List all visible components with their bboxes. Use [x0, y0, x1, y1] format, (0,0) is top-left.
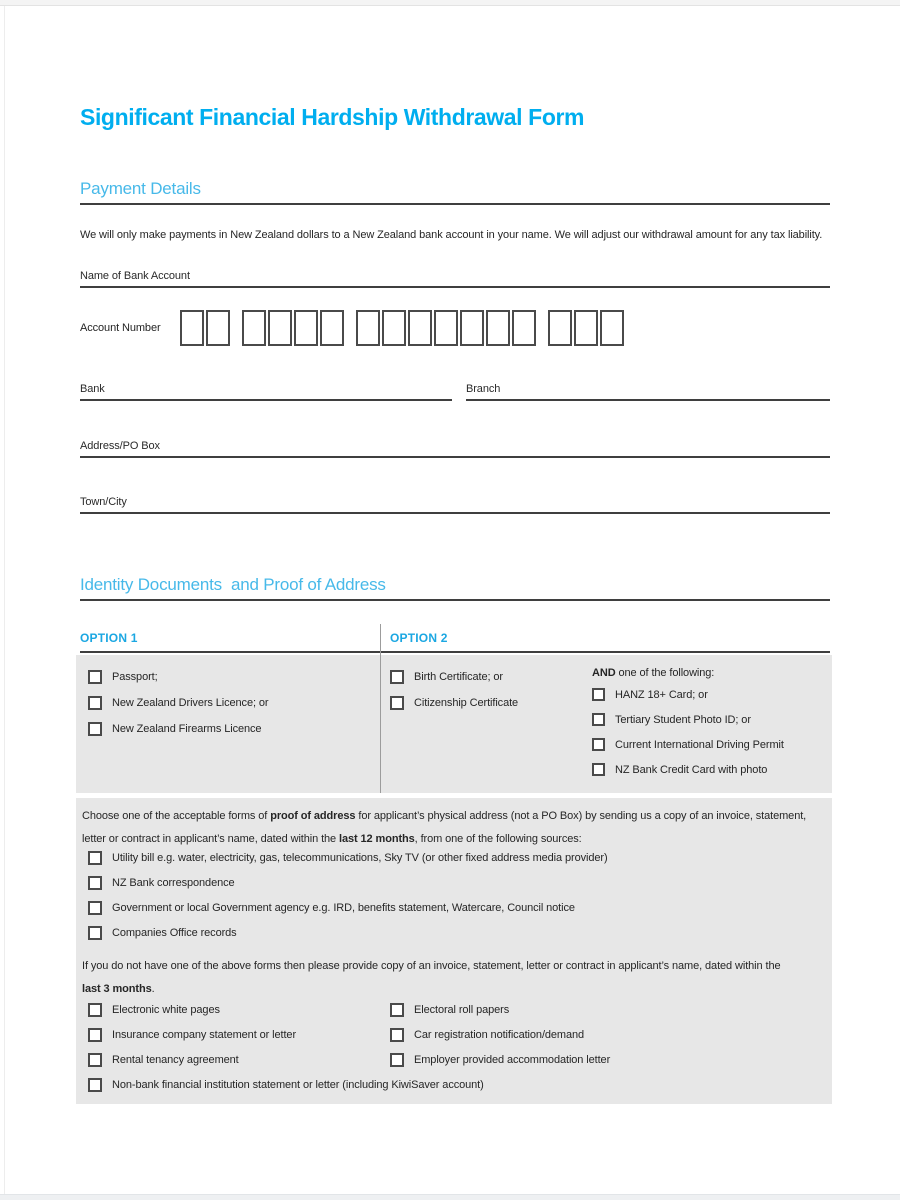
account-number-row	[80, 308, 624, 348]
proof3-item-employer-accommodation	[390, 1053, 610, 1067]
account-digit-box[interactable]	[434, 310, 458, 346]
checkbox-label: Employer provided accommodation letter	[414, 1054, 611, 1066]
checkbox-label: HANZ 18+ Card; or	[615, 688, 708, 701]
checkbox-car-registration[interactable]	[390, 1028, 404, 1042]
checkbox-label: Electoral roll papers	[414, 1004, 510, 1016]
identity-options-panel	[76, 655, 832, 793]
checkbox-label: New Zealand Drivers Licence; or	[112, 697, 269, 709]
proof3-item-insurance-statement	[88, 1028, 296, 1042]
checkbox-label: Current International Driving Permit	[615, 738, 784, 751]
checkbox-label: Electronic white pages	[112, 1004, 220, 1016]
checkbox-employer-accommodation[interactable]	[390, 1053, 404, 1067]
option2-header: OPTION 2	[390, 631, 448, 645]
and-item-hanz-card	[592, 688, 708, 701]
account-digit-box[interactable]	[294, 310, 318, 346]
checkbox-label: Birth Certificate; or	[414, 671, 503, 683]
account-number-group-branch	[242, 310, 344, 346]
bank-field[interactable]	[80, 383, 452, 401]
proof3-item-car-registration	[390, 1028, 584, 1042]
account-digit-box[interactable]	[574, 310, 598, 346]
account-digit-box[interactable]	[206, 310, 230, 346]
checkbox-label: Car registration notification/demand	[414, 1029, 585, 1041]
checkbox-companies-office[interactable]	[88, 926, 102, 940]
account-digit-box[interactable]	[460, 310, 484, 346]
account-digit-box[interactable]	[600, 310, 624, 346]
checkbox-utility-bill[interactable]	[88, 851, 102, 865]
options-header-row	[80, 624, 830, 653]
checkbox-label: Rental tenancy agreement	[112, 1054, 239, 1066]
proof3-item-rental-tenancy	[88, 1053, 239, 1067]
account-digit-box[interactable]	[356, 310, 380, 346]
checkbox-firearms-licence[interactable]	[88, 722, 102, 736]
checkbox-government-agency[interactable]	[88, 901, 102, 915]
checkbox-label: Passport;	[112, 671, 158, 683]
option1-item-passport	[88, 670, 158, 684]
account-number-group-account	[356, 310, 536, 346]
account-digit-box[interactable]	[486, 310, 510, 346]
proof12-item-companies-office	[88, 926, 237, 940]
checkbox-label: NZ Bank Credit Card with photo	[615, 763, 768, 776]
viewer-top-edge	[0, 0, 900, 6]
proof3-item-electronic-white-pages	[88, 1003, 220, 1017]
address-label: Address/PO Box	[80, 440, 160, 452]
account-number-label: Account Number	[80, 322, 161, 334]
account-number-group-suffix	[548, 310, 624, 346]
account-digit-box[interactable]	[382, 310, 406, 346]
checkbox-passport[interactable]	[88, 670, 102, 684]
viewer-bottom-edge	[0, 1194, 900, 1200]
address-field[interactable]	[80, 440, 830, 458]
proof-of-address-instructions: Choose one of the acceptable forms of proof of address for applicant’s physical address (not a PO Box) by sending us a copy of an invoice, statement, letter or contract in applicant’s name, dated within the last 12 months, from one of the following sources:	[82, 810, 807, 845]
checkbox-label: Companies Office records	[112, 927, 237, 939]
checkbox-electronic-white-pages[interactable]	[88, 1003, 102, 1017]
bank-account-name-label: Name of Bank Account	[80, 270, 190, 282]
viewer-left-edge	[4, 6, 5, 1194]
account-number-group-bank	[180, 310, 230, 346]
and-item-nz-bank-credit-card	[592, 763, 767, 776]
checkbox-label: New Zealand Firearms Licence	[112, 723, 262, 735]
proof-3-months-instructions: If you do not have one of the above forms then please provide copy of an invoice, statement, letter or contract in applicant’s name, dated within the last 3 months.	[82, 960, 781, 995]
account-digit-box[interactable]	[242, 310, 266, 346]
town-city-field[interactable]	[80, 496, 830, 514]
checkbox-label: Insurance company statement or letter	[112, 1029, 297, 1041]
account-digit-box[interactable]	[320, 310, 344, 346]
checkbox-insurance-statement[interactable]	[88, 1028, 102, 1042]
account-number-boxes	[180, 310, 624, 346]
proof-of-address-panel	[76, 798, 832, 1104]
option1-header: OPTION 1	[80, 631, 138, 645]
column-divider	[380, 624, 381, 655]
payment-intro-text: We will only make payments in New Zealand dollars to a New Zealand bank account in your name. We will adjust our withdrawal amount for any tax liability.	[80, 229, 823, 241]
option1-item-firearms-licence	[88, 722, 261, 736]
and-item-international-driving-permit	[592, 738, 784, 751]
branch-label: Branch	[466, 383, 501, 395]
account-digit-box[interactable]	[548, 310, 572, 346]
town-city-label: Town/City	[80, 496, 127, 508]
proof12-item-utility-bill	[88, 851, 608, 865]
checkbox-tertiary-student-id[interactable]	[592, 713, 605, 726]
checkbox-nz-bank-credit-card[interactable]	[592, 763, 605, 776]
checkbox-electoral-roll[interactable]	[390, 1003, 404, 1017]
option2-item-birth-certificate	[390, 670, 503, 684]
proof12-item-nz-bank-correspondence	[88, 876, 235, 890]
proof3-item-non-bank-institution	[88, 1078, 484, 1092]
account-digit-box[interactable]	[512, 310, 536, 346]
page-title: Significant Financial Hardship Withdrawal Form	[80, 104, 585, 130]
checkbox-international-driving-permit[interactable]	[592, 738, 605, 751]
checkbox-rental-tenancy[interactable]	[88, 1053, 102, 1067]
checkbox-citizenship-certificate[interactable]	[390, 696, 404, 710]
bank-account-name-field[interactable]	[80, 270, 830, 288]
option1-item-drivers-licence	[88, 696, 268, 710]
column-divider	[380, 655, 381, 793]
account-digit-box[interactable]	[268, 310, 292, 346]
checkbox-label: Tertiary Student Photo ID; or	[615, 713, 751, 726]
and-item-tertiary-student-id	[592, 713, 751, 726]
checkbox-nz-bank-correspondence[interactable]	[88, 876, 102, 890]
checkbox-non-bank-institution[interactable]	[88, 1078, 102, 1092]
checkbox-label: Non-bank financial institution statement or letter (including KiwiSaver account)	[112, 1079, 484, 1091]
checkbox-hanz-card[interactable]	[592, 688, 605, 701]
option2-item-citizenship-certificate	[390, 696, 518, 710]
bank-label: Bank	[80, 383, 105, 395]
branch-field[interactable]	[466, 383, 830, 401]
account-digit-box[interactable]	[180, 310, 204, 346]
section-heading-payment-details: Payment Details	[80, 179, 830, 205]
account-digit-box[interactable]	[408, 310, 432, 346]
section-heading-identity-documents: Identity Documents and Proof of Address	[80, 575, 830, 601]
and-one-of-following-text: AND one of the following:	[592, 667, 715, 679]
checkbox-birth-certificate[interactable]	[390, 670, 404, 684]
checkbox-label: NZ Bank correspondence	[112, 877, 235, 889]
checkbox-label: Government or local Government agency e.g. IRD, benefits statement, Watercare, Council notice	[112, 902, 575, 914]
proof3-item-electoral-roll	[390, 1003, 509, 1017]
checkbox-label: Utility bill e.g. water, electricity, gas, telecommunications, Sky TV (or other fixed address media provider)	[112, 852, 608, 864]
proof12-item-government-agency	[88, 901, 575, 915]
checkbox-drivers-licence[interactable]	[88, 696, 102, 710]
checkbox-label: Citizenship Certificate	[414, 697, 519, 709]
